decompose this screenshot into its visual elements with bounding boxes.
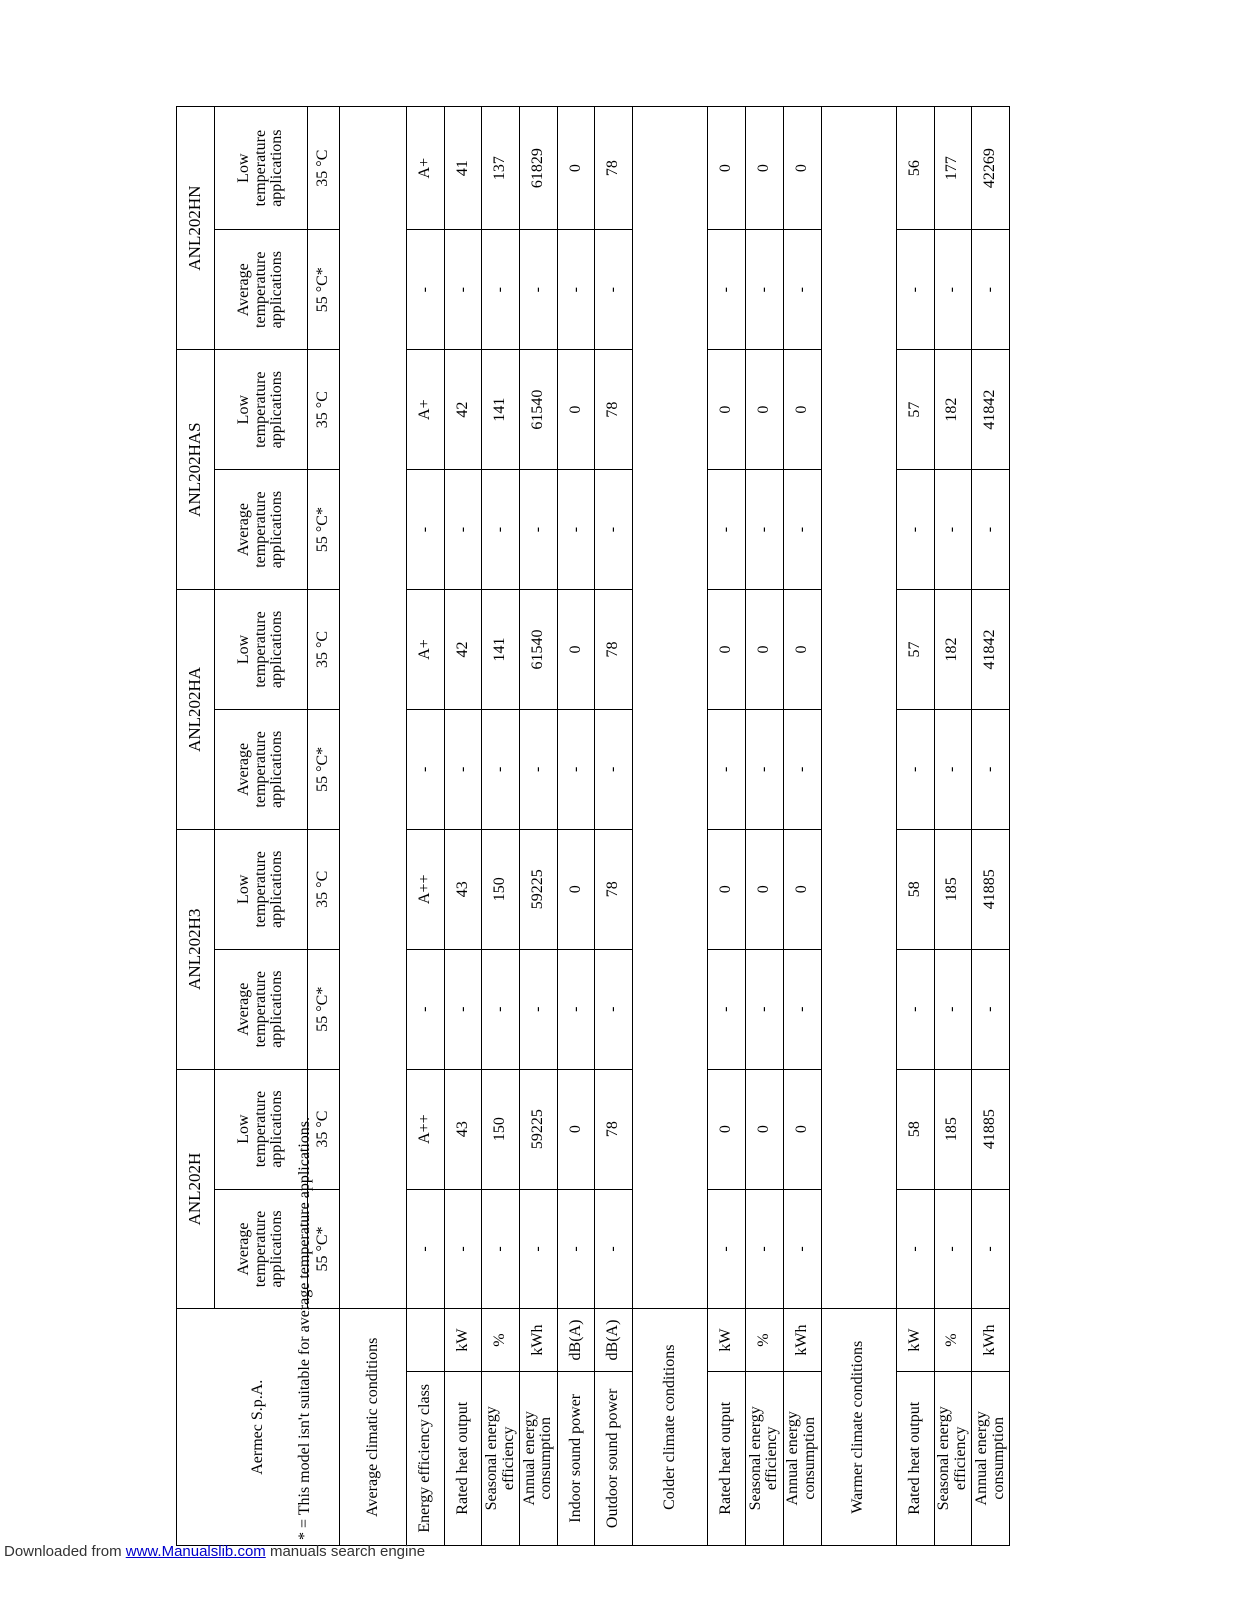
row-unit: dB(A) xyxy=(595,1309,633,1371)
value-cell: - xyxy=(482,470,520,590)
temperature-header: 35 °C xyxy=(308,590,340,710)
table-row xyxy=(633,107,708,1546)
value-cell: - xyxy=(520,230,558,350)
value-cell: - xyxy=(595,709,633,829)
value-cell: 0 xyxy=(746,107,784,230)
section-spacer xyxy=(339,107,406,1309)
value-cell: - xyxy=(557,709,595,829)
value-cell: - xyxy=(520,1189,558,1309)
row-unit: % xyxy=(482,1309,520,1371)
value-cell: - xyxy=(972,470,1010,590)
value-cell: 41842 xyxy=(972,590,1010,710)
value-cell: 0 xyxy=(708,829,746,949)
value-cell: 0 xyxy=(783,590,821,710)
application-type-line: applications xyxy=(268,371,286,449)
table-row xyxy=(339,107,406,1546)
application-type-line: Average xyxy=(234,1222,252,1276)
table-row xyxy=(783,107,821,1546)
value-cell: 0 xyxy=(746,1069,784,1189)
value-cell: 61540 xyxy=(520,590,558,710)
value-cell: - xyxy=(783,949,821,1069)
download-footer xyxy=(4,1543,425,1560)
row-label: Annual energy consumption xyxy=(783,1371,821,1545)
value-cell: 0 xyxy=(746,590,784,710)
value-cell: - xyxy=(896,1189,934,1309)
row-label: Energy efficiency class xyxy=(407,1371,445,1545)
row-unit: kW xyxy=(708,1309,746,1371)
value-cell: - xyxy=(896,709,934,829)
value-cell: 0 xyxy=(557,350,595,470)
value-cell: - xyxy=(444,709,482,829)
application-type-line: temperature xyxy=(251,1090,269,1168)
value-cell: - xyxy=(972,949,1010,1069)
row-label: Seasonal energy efficiency xyxy=(482,1371,520,1545)
table-row xyxy=(934,107,972,1546)
application-type-header xyxy=(214,107,308,230)
value-cell: - xyxy=(746,470,784,590)
value-cell: - xyxy=(746,1189,784,1309)
row-label: Rated heat output xyxy=(708,1371,746,1545)
value-cell: 0 xyxy=(746,350,784,470)
value-cell: - xyxy=(934,709,972,829)
application-type-line: temperature xyxy=(251,970,269,1048)
row-unit: kW xyxy=(444,1309,482,1371)
value-cell: - xyxy=(972,709,1010,829)
value-cell: 182 xyxy=(934,350,972,470)
value-cell: 0 xyxy=(557,590,595,710)
application-type-line: Low xyxy=(234,394,252,425)
application-type-line: applications xyxy=(268,129,286,207)
row-unit: kWh xyxy=(783,1309,821,1371)
value-cell: A+ xyxy=(407,590,445,710)
value-cell: 0 xyxy=(783,1069,821,1189)
value-cell: 0 xyxy=(746,829,784,949)
value-cell: 150 xyxy=(482,829,520,949)
value-cell: 0 xyxy=(783,107,821,230)
value-cell: 59225 xyxy=(520,1069,558,1189)
table-row xyxy=(407,107,445,1546)
value-cell: 61829 xyxy=(520,107,558,230)
value-cell: 0 xyxy=(708,107,746,230)
value-cell: 59225 xyxy=(520,829,558,949)
value-cell: 78 xyxy=(595,1069,633,1189)
value-cell: 42 xyxy=(444,590,482,710)
row-label: Outdoor sound power xyxy=(595,1371,633,1545)
value-cell: - xyxy=(934,1189,972,1309)
value-cell: 58 xyxy=(896,829,934,949)
row-unit: kWh xyxy=(972,1309,1010,1371)
footer-suffix: manuals search engine xyxy=(265,1543,426,1560)
application-type-line: temperature xyxy=(251,611,269,688)
value-cell: 78 xyxy=(595,829,633,949)
section-spacer xyxy=(821,107,896,1309)
value-cell: 0 xyxy=(708,1069,746,1189)
value-cell: - xyxy=(934,949,972,1069)
application-type-line: Low xyxy=(234,874,252,904)
row-unit: % xyxy=(746,1309,784,1371)
application-type-header xyxy=(214,1189,308,1309)
footer-prefix: Downloaded from xyxy=(4,1543,126,1560)
value-cell: - xyxy=(708,709,746,829)
section-spacer xyxy=(633,107,708,1309)
value-cell: 42 xyxy=(444,350,482,470)
value-cell: - xyxy=(407,949,445,1069)
value-cell: 78 xyxy=(595,107,633,230)
value-cell: - xyxy=(407,230,445,350)
temperature-header: 55 °C* xyxy=(308,230,340,350)
application-type-header xyxy=(214,470,308,590)
value-cell: - xyxy=(972,230,1010,350)
value-cell: - xyxy=(595,949,633,1069)
value-cell: 57 xyxy=(896,590,934,710)
value-cell: - xyxy=(482,949,520,1069)
value-cell: 185 xyxy=(934,1069,972,1189)
temperature-header: 55 °C* xyxy=(308,949,340,1069)
value-cell: 0 xyxy=(708,590,746,710)
row-label: Rated heat output xyxy=(444,1371,482,1545)
application-type-header xyxy=(214,949,308,1069)
value-cell: 41 xyxy=(444,107,482,230)
temperature-header: 35 °C xyxy=(308,350,340,470)
value-cell: 41842 xyxy=(972,350,1010,470)
table-row xyxy=(482,107,520,1546)
application-type-line: applications xyxy=(268,850,286,928)
value-cell: 182 xyxy=(934,590,972,710)
value-cell: - xyxy=(444,949,482,1069)
application-type-line: temperature xyxy=(251,851,269,928)
temperature-header: 35 °C xyxy=(308,107,340,230)
value-cell: - xyxy=(783,230,821,350)
model-header: ANL202HN xyxy=(177,107,215,350)
application-type-line: temperature xyxy=(251,491,269,568)
value-cell: - xyxy=(482,230,520,350)
value-cell: 57 xyxy=(896,350,934,470)
value-cell: A+ xyxy=(407,350,445,470)
temperature-header: 55 °C* xyxy=(308,470,340,590)
table-row xyxy=(595,107,633,1546)
table-row xyxy=(821,107,896,1546)
application-type-line: Average xyxy=(234,742,252,796)
value-cell: 141 xyxy=(482,350,520,470)
row-label: Seasonal energy efficiency xyxy=(746,1371,784,1545)
value-cell: - xyxy=(520,470,558,590)
model-header: ANL202HA xyxy=(177,590,215,830)
value-cell: A+ xyxy=(407,107,445,230)
application-type-line: applications xyxy=(268,730,286,809)
table-row xyxy=(520,107,558,1546)
value-cell: - xyxy=(557,1189,595,1309)
value-cell: - xyxy=(407,709,445,829)
value-cell: - xyxy=(708,1189,746,1309)
value-cell: - xyxy=(934,470,972,590)
application-type-header xyxy=(214,709,308,829)
value-cell: - xyxy=(708,470,746,590)
value-cell: - xyxy=(708,949,746,1069)
row-unit: % xyxy=(934,1309,972,1371)
value-cell: - xyxy=(595,230,633,350)
application-type-line: Low xyxy=(234,153,252,183)
value-cell: 177 xyxy=(934,107,972,230)
row-unit: kW xyxy=(896,1309,934,1371)
application-type-line: Average xyxy=(234,263,252,317)
value-cell: 78 xyxy=(595,590,633,710)
application-type-line: temperature xyxy=(251,129,269,207)
value-cell: 78 xyxy=(595,350,633,470)
value-cell: - xyxy=(557,230,595,350)
value-cell: 56 xyxy=(896,107,934,230)
value-cell: 58 xyxy=(896,1069,934,1189)
value-cell: - xyxy=(783,709,821,829)
value-cell: - xyxy=(934,230,972,350)
model-header: ANL202H xyxy=(177,1069,215,1309)
row-unit: dB(A) xyxy=(557,1309,595,1371)
application-type-line: applications xyxy=(268,490,286,569)
application-type-line: applications xyxy=(268,1210,286,1288)
value-cell: 141 xyxy=(482,590,520,710)
value-cell: - xyxy=(482,709,520,829)
row-unit xyxy=(407,1309,445,1371)
value-cell: A++ xyxy=(407,829,445,949)
manufacturer-cell: Aermec S.p.A. xyxy=(177,1309,340,1546)
application-type-line: temperature xyxy=(251,251,269,328)
footnote: * = This model isn't suitable for average temperature applications. xyxy=(296,1116,313,1540)
application-type-line: Average xyxy=(234,503,252,557)
value-cell: 61540 xyxy=(520,350,558,470)
value-cell: 42269 xyxy=(972,107,1010,230)
value-cell: - xyxy=(444,470,482,590)
temperature-header: 35 °C xyxy=(308,829,340,949)
value-cell: - xyxy=(595,470,633,590)
table-row xyxy=(972,107,1010,1546)
value-cell: - xyxy=(595,1189,633,1309)
application-type-header xyxy=(214,590,308,710)
temperature-header: 55 °C* xyxy=(308,1189,340,1309)
value-cell: 41885 xyxy=(972,829,1010,949)
value-cell: - xyxy=(482,1189,520,1309)
value-cell: - xyxy=(746,709,784,829)
value-cell: - xyxy=(746,949,784,1069)
table-row xyxy=(177,107,215,1546)
value-cell: - xyxy=(783,470,821,590)
value-cell: 150 xyxy=(482,1069,520,1189)
value-cell: - xyxy=(896,230,934,350)
value-cell: 43 xyxy=(444,829,482,949)
row-label: Annual energy consumption xyxy=(520,1371,558,1545)
value-cell: 41885 xyxy=(972,1069,1010,1189)
temperature-header: 55 °C* xyxy=(308,709,340,829)
application-type-line: Average xyxy=(234,982,252,1036)
value-cell: A++ xyxy=(407,1069,445,1189)
value-cell: - xyxy=(972,1189,1010,1309)
table-row xyxy=(557,107,595,1546)
table-row xyxy=(746,107,784,1546)
application-type-line: applications xyxy=(268,251,286,329)
application-type-line: Low xyxy=(234,634,252,665)
application-type-header xyxy=(214,230,308,350)
value-cell: 0 xyxy=(557,1069,595,1189)
row-label: Seasonal energy efficiency xyxy=(934,1371,972,1545)
value-cell: - xyxy=(520,949,558,1069)
value-cell: 0 xyxy=(708,350,746,470)
value-cell: 43 xyxy=(444,1069,482,1189)
value-cell: 0 xyxy=(783,829,821,949)
value-cell: - xyxy=(444,1189,482,1309)
value-cell: - xyxy=(407,470,445,590)
section-title: Colder climate conditions xyxy=(633,1309,708,1546)
value-cell: - xyxy=(444,230,482,350)
application-type-line: Low xyxy=(234,1114,252,1144)
value-cell: - xyxy=(783,1189,821,1309)
value-cell: 0 xyxy=(557,107,595,230)
value-cell: - xyxy=(896,470,934,590)
model-header: ANL202H3 xyxy=(177,829,215,1069)
row-unit: kWh xyxy=(520,1309,558,1371)
table-row xyxy=(896,107,934,1546)
temperature-header: 35 °C xyxy=(308,1069,340,1189)
value-cell: - xyxy=(746,230,784,350)
value-cell: - xyxy=(708,230,746,350)
table-row xyxy=(708,107,746,1546)
manualslib-link[interactable]: www.Manualslib.com xyxy=(125,1543,266,1560)
row-label: Indoor sound power xyxy=(557,1371,595,1545)
application-type-line: applications xyxy=(268,970,286,1048)
application-type-line: applications xyxy=(268,1090,286,1168)
application-type-line: temperature xyxy=(251,731,269,808)
section-title: Warmer climate conditions xyxy=(821,1309,896,1546)
value-cell: 0 xyxy=(783,350,821,470)
application-type-line: temperature xyxy=(251,1210,269,1288)
value-cell: - xyxy=(520,709,558,829)
value-cell: - xyxy=(557,949,595,1069)
value-cell: 0 xyxy=(557,829,595,949)
application-type-header xyxy=(214,350,308,470)
section-title: Average climatic conditions xyxy=(339,1309,406,1546)
value-cell: - xyxy=(557,470,595,590)
application-type-line: applications xyxy=(268,610,286,689)
value-cell: 185 xyxy=(934,829,972,949)
application-type-header xyxy=(214,829,308,949)
value-cell: - xyxy=(896,949,934,1069)
model-header: ANL202HAS xyxy=(177,350,215,590)
application-type-header xyxy=(214,1069,308,1189)
application-type-line: temperature xyxy=(251,371,269,448)
table-row xyxy=(444,107,482,1546)
value-cell: 137 xyxy=(482,107,520,230)
value-cell: - xyxy=(407,1189,445,1309)
row-label: Annual energy consumption xyxy=(972,1371,1010,1545)
row-label: Rated heat output xyxy=(896,1371,934,1545)
